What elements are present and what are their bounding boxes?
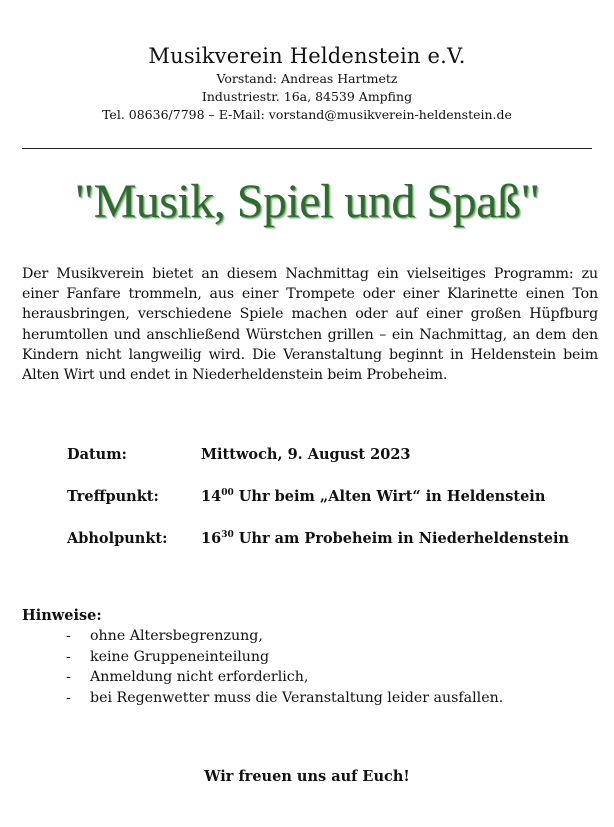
board-line: Vorstand: Andreas Hartmetz <box>216 71 398 86</box>
intro-paragraph: Der Musikverein bietet an diesem Nachmittag ein vielseitiges Programm: zu einer Fanfare trommeln, aus einer Trompete oder einer Klarinette einen Ton herausbringen, verschiedene Spiele machen oder auf einer großen Hüpfburg herumtollen und anschließend Würstchen grillen – ein Nachmittag, an dem den Kindern nicht langweilig wird. Die Veranstaltung beginnt in Heldenstein beim Alten Wirt und endet in Niederheldenstein beim Probeheim. <box>22 266 598 384</box>
list-item: - ohne Altersbegrenzung, <box>22 626 602 647</box>
date-row <box>67 444 607 486</box>
event-details <box>67 444 607 570</box>
notes-list <box>22 626 602 708</box>
meeting-point-row <box>67 486 607 528</box>
pickup-hour: 16 <box>201 530 222 547</box>
meeting-place: Uhr beim „Alten Wirt“ in Heldenstein <box>233 488 546 505</box>
event-title: "Musik, Spiel und Spaß" <box>74 175 540 228</box>
contact-line: Tel. 08636/7798 – E-Mail: vorstand@musikverein-heldenstein.de <box>102 107 512 122</box>
pickup-place: Uhr am Probeheim in Niederheldenstein <box>233 530 570 547</box>
dash-bullet: - <box>66 628 71 644</box>
pickup-minutes: 30 <box>221 530 234 540</box>
date-value: Mittwoch, 9. August 2023 <box>201 446 411 463</box>
list-item: - Anmeldung nicht erforderlich, <box>22 667 602 688</box>
header-divider <box>22 148 592 149</box>
meeting-minutes: 00 <box>221 488 234 498</box>
pickup-point-row <box>67 528 607 570</box>
organization-name: Musikverein Heldenstein e.V. <box>148 44 466 68</box>
pickup-point-value <box>201 528 569 550</box>
meeting-point-label: Treffpunkt: <box>67 488 159 505</box>
address-line: Industriestr. 16a, 84539 Ampfing <box>201 89 413 104</box>
dash-bullet: - <box>66 648 71 665</box>
notes-section <box>22 605 602 708</box>
dash-bullet: - <box>66 689 71 706</box>
dash-bullet: - <box>66 669 71 685</box>
meeting-hour: 14 <box>201 488 222 505</box>
date-label: Datum: <box>67 446 127 463</box>
letterhead <box>0 42 614 124</box>
list-item: - keine Gruppeneinteilung <box>22 647 602 668</box>
list-item: - bei Regenwetter muss die Veranstaltung leider ausfallen. <box>22 688 602 709</box>
closing-line: Wir freuen uns auf Euch! <box>204 768 410 785</box>
notes-title: Hinweise: <box>22 607 102 624</box>
meeting-point-value <box>201 486 545 508</box>
pickup-point-label: Abholpunkt: <box>67 530 168 547</box>
